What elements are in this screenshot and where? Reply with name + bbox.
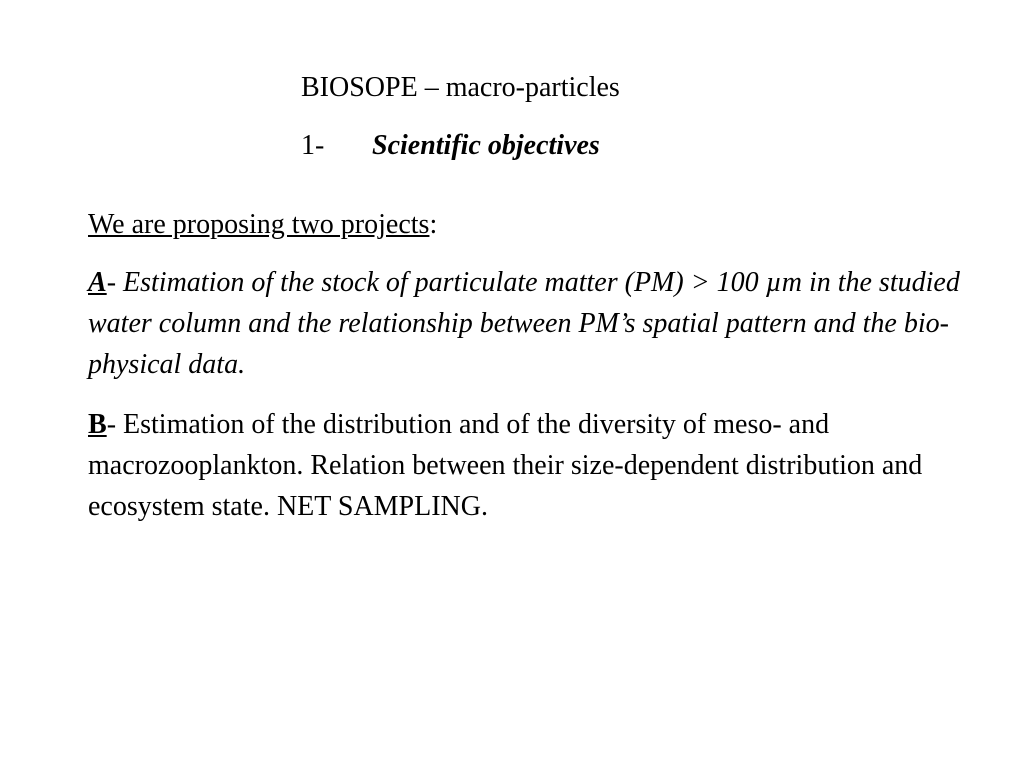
intro-text: We are proposing two projects	[88, 209, 430, 240]
project-b-paragraph	[88, 404, 968, 527]
project-b-letter: B	[88, 409, 107, 440]
slide-title: BIOSOPE – macro-particles	[301, 72, 620, 103]
project-a-letter: A	[88, 267, 107, 298]
project-a-dash: -	[106, 267, 124, 298]
section-heading	[301, 126, 600, 166]
project-b-dash: -	[106, 409, 124, 440]
intro-colon: :	[429, 209, 438, 240]
project-a-text: Estimation of the stock of particulate matter (PM) > 100 µm in the studied water column and the relationship between PM’s spatial pattern and the bio-physical data.	[88, 267, 960, 380]
section-number: 1-	[301, 130, 325, 161]
intro-line	[88, 205, 437, 245]
section-title: Scientific objectives	[372, 130, 600, 161]
project-a-paragraph	[88, 262, 968, 385]
project-b-text: Estimation of the distribution and of the diversity of meso- and macrozooplankton. Relation between their size-dependent distribution and ecosystem state. NET SAMPLING.	[88, 409, 923, 522]
